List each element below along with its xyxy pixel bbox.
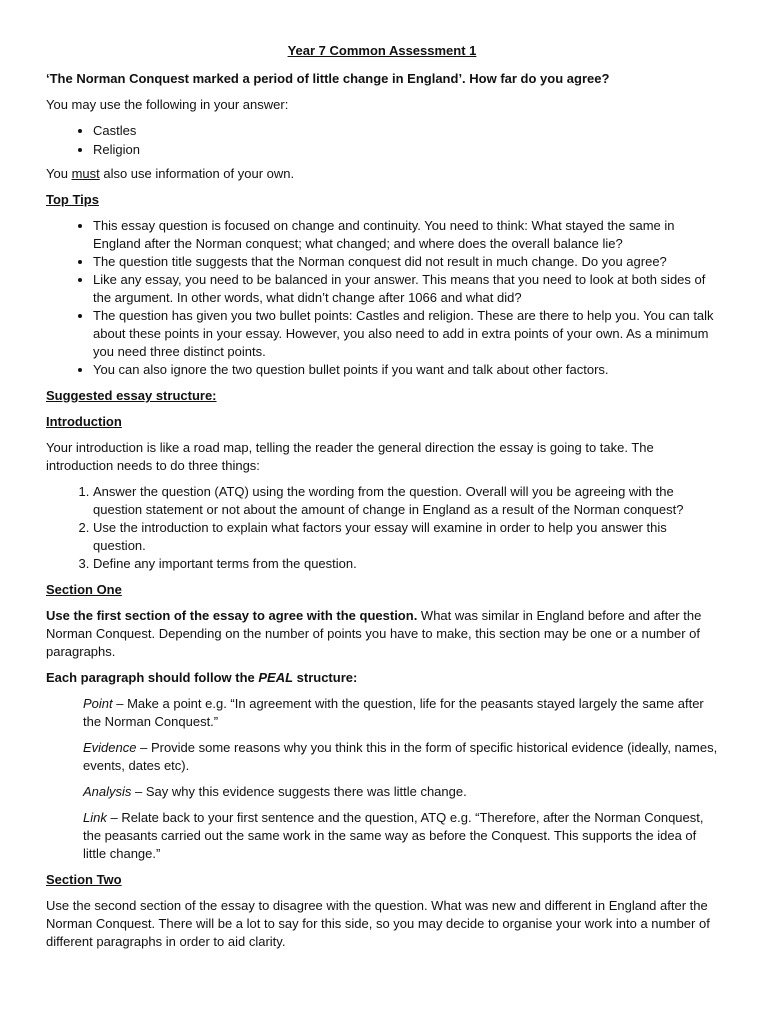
top-tips-heading: Top Tips: [46, 192, 99, 207]
list-item: • Like any essay, you need to be balanced in your answer. This means that you need to look at both sides of the argument. In other words, what didn’t change after 1066 and what did?: [93, 271, 718, 307]
must-line-before: You: [46, 166, 72, 181]
must-emphasis: must: [71, 166, 100, 181]
section-two-heading: Section Two: [46, 872, 122, 887]
peal-text: – Relate back to your first sentence and the question, ATQ e.g. “Therefore, after the Norman Conquest, the peasants carried out the same work in the same way as before the Conquest. This supports the idea of little change.”: [83, 810, 704, 861]
peal-term: Point: [83, 696, 113, 711]
introduction-heading: Introduction: [46, 414, 122, 429]
introduction-text: Your introduction is like a road map, telling the reader the general direction the essay is going to take. The introduction needs to do three things:: [46, 440, 654, 473]
peal-link: [83, 809, 718, 863]
must-line: [46, 165, 718, 183]
peal-text: – Make a point e.g. “In agreement with the question, life for the peasants stayed largely the same after the Norman Conquest.”: [83, 696, 704, 729]
list-item: • You can also ignore the two question bullet points if you want and talk about other factors.: [93, 361, 718, 379]
peal-evidence: [83, 739, 718, 775]
list-item: 3. Define any important terms from the question.: [93, 555, 718, 573]
section-one-text: [46, 607, 718, 661]
list-item: • The question has given you two bullet points: Castles and religion. These are there to help you. You can talk about these points in your essay. However, you also need to add in extra points of your own. As a minimum you need three distinct points.: [93, 307, 718, 361]
top-tips-list: [46, 217, 718, 379]
list-item: • Castles: [93, 122, 718, 140]
peal-text: – Say why this evidence suggests there was little change.: [131, 784, 467, 799]
introduction-steps: [46, 483, 718, 573]
section-one-heading: Section One: [46, 582, 122, 597]
peal-intro: [46, 669, 718, 687]
section-one-rest: What was similar in England before and after the Norman Conquest. Depending on the number of points you have to make, this section may be one or a number of paragraphs.: [46, 608, 702, 659]
peal-point: [83, 695, 718, 731]
essay-question: ‘The Norman Conquest marked a period of little change in England’. How far do you agree?: [46, 71, 610, 86]
section-one-lead: Use the first section of the essay to agree with the question.: [46, 608, 418, 623]
peal-acronym: PEAL: [258, 670, 294, 685]
peal-intro-after: structure:: [293, 670, 358, 685]
list-item: 2. Use the introduction to explain what factors your essay will examine in order to help you answer this question.: [93, 519, 718, 555]
list-item: • This essay question is focused on change and continuity. You need to think: What stayed the same in England after the Norman conquest; what changed; and where does the overall balance lie?: [93, 217, 718, 253]
peal-term: Evidence: [83, 740, 137, 755]
document-title: Year 7 Common Assessment 1: [287, 43, 477, 58]
structure-heading: Suggested essay structure:: [46, 388, 217, 403]
peal-analysis: [83, 783, 718, 801]
must-line-after: also use information of your own.: [99, 166, 295, 181]
peal-text: – Provide some reasons why you think this in the form of specific historical evidence (ideally, names, events, dates etc).: [83, 740, 718, 773]
peal-term: Analysis: [83, 784, 132, 799]
peal-term: Link: [83, 810, 107, 825]
section-two-text: Use the second section of the essay to disagree with the question. What was new and different in England after the Norman Conquest. There will be a lot to say for this side, so you may decide to organise your work into a number of different paragraphs in order to aid clarity.: [46, 898, 710, 949]
peal-intro-before: Each paragraph should follow the: [46, 670, 259, 685]
intro-line: You may use the following in your answer:: [46, 97, 289, 112]
list-item: • The question title suggests that the Norman conquest did not result in much change. Do you agree?: [93, 253, 718, 271]
answer-points-list: [46, 122, 718, 159]
list-item: • Religion: [93, 141, 718, 159]
list-item: 1. Answer the question (ATQ) using the wording from the question. Overall will you be agreeing with the question statement or not about the amount of change in England as a result of the Norman conquest?: [93, 483, 718, 519]
